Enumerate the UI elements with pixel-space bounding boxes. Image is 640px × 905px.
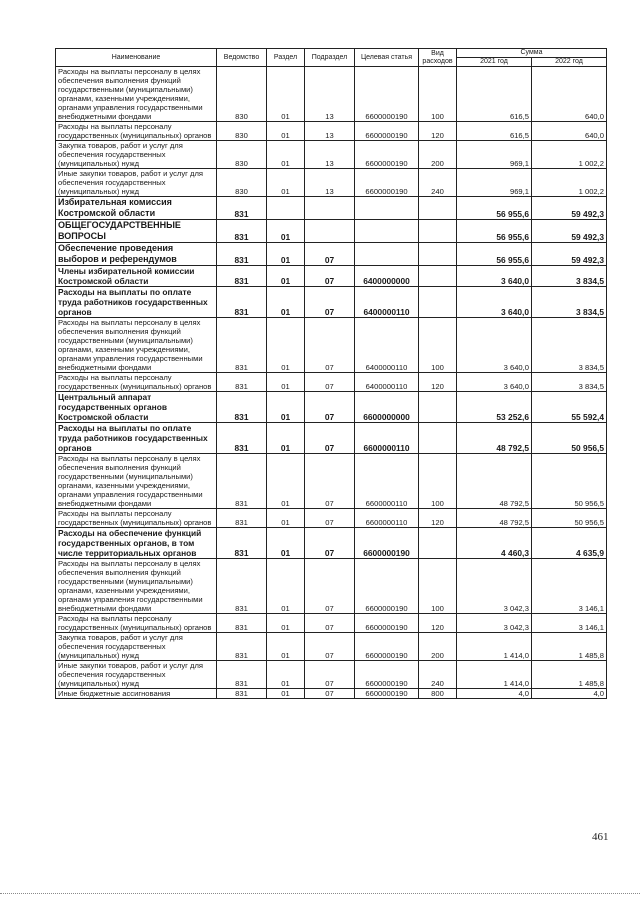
cell-target [355, 220, 419, 243]
cell-subsection: 13 [305, 169, 355, 197]
cell-2022: 1 002,2 [532, 141, 607, 169]
cell-kind: 120 [419, 509, 457, 528]
cell-dept: 831 [217, 661, 267, 689]
cell-subsection: 13 [305, 141, 355, 169]
cell-section: 01 [267, 266, 305, 287]
table-header [56, 49, 607, 67]
cell-section: 01 [267, 423, 305, 454]
cell-dept: 831 [217, 423, 267, 454]
cell-subsection [305, 220, 355, 243]
cell-kind: 100 [419, 318, 457, 373]
cell-2022: 1 002,2 [532, 169, 607, 197]
cell-section: 01 [267, 373, 305, 392]
table-row [56, 454, 607, 509]
cell-section: 01 [267, 689, 305, 699]
cell-subsection: 07 [305, 528, 355, 559]
cell-name: Расходы на выплаты персоналу государственных (муниципальных) органов [56, 373, 217, 392]
cell-section: 01 [267, 287, 305, 318]
cell-section: 01 [267, 169, 305, 197]
cell-name: Закупка товаров, работ и услуг для обеспечения государственных (муниципальных) нужд [56, 633, 217, 661]
cell-target: 6600000190 [355, 689, 419, 699]
header-subsection: Подраздел [305, 49, 355, 67]
cell-section [267, 197, 305, 220]
cell-subsection: 07 [305, 243, 355, 266]
table-row [56, 122, 607, 141]
cell-2022: 3 834,5 [532, 266, 607, 287]
cell-target [355, 197, 419, 220]
cell-dept: 831 [217, 318, 267, 373]
cell-target: 6600000110 [355, 454, 419, 509]
cell-name: Расходы на выплаты персоналу государственных (муниципальных) органов [56, 509, 217, 528]
scan-edge-line [0, 893, 640, 894]
table-row [56, 67, 607, 122]
cell-target: 6600000190 [355, 122, 419, 141]
cell-2022: 59 492,3 [532, 243, 607, 266]
cell-dept: 831 [217, 266, 267, 287]
cell-section: 01 [267, 454, 305, 509]
cell-2021: 616,5 [457, 67, 532, 122]
header-target: Целевая статья [355, 49, 419, 67]
cell-name: Расходы на выплаты персоналу в целях обеспечения выполнения функций государственными (муниципальными) органами, казенными учреждениями, органами управления государственными внебюджетными фондами [56, 454, 217, 509]
cell-subsection: 07 [305, 373, 355, 392]
header-kind: Вид расходов [419, 49, 457, 67]
cell-name: Расходы на выплаты персоналу в целях обеспечения выполнения функций государственными (муниципальными) органами, казенными учреждениями, органами управления государственными внебюджетными фондами [56, 67, 217, 122]
cell-name: Иные закупки товаров, работ и услуг для обеспечения государственных (муниципальных) нужд [56, 661, 217, 689]
cell-target: 6400000110 [355, 318, 419, 373]
cell-2021: 3 640,0 [457, 318, 532, 373]
table-row [56, 197, 607, 220]
table-row [56, 689, 607, 699]
cell-section: 01 [267, 528, 305, 559]
cell-name: Расходы на выплаты по оплате труда работников государственных органов [56, 287, 217, 318]
cell-subsection: 07 [305, 266, 355, 287]
cell-section: 01 [267, 614, 305, 633]
table-row [56, 661, 607, 689]
table-row [56, 220, 607, 243]
cell-2021: 3 640,0 [457, 287, 532, 318]
cell-name: Члены избирательной комиссии Костромской области [56, 266, 217, 287]
cell-section: 01 [267, 509, 305, 528]
cell-2022: 3 834,5 [532, 373, 607, 392]
cell-kind: 100 [419, 559, 457, 614]
cell-dept: 831 [217, 559, 267, 614]
cell-section: 01 [267, 633, 305, 661]
cell-2021: 616,5 [457, 122, 532, 141]
cell-target: 6600000110 [355, 423, 419, 454]
header-2022: 2022 год [532, 58, 607, 67]
cell-dept: 831 [217, 287, 267, 318]
cell-subsection: 07 [305, 509, 355, 528]
cell-target: 6400000110 [355, 373, 419, 392]
cell-name: Иные бюджетные ассигнования [56, 689, 217, 699]
cell-2021: 48 792,5 [457, 423, 532, 454]
table-row [56, 528, 607, 559]
cell-2022: 3 834,5 [532, 287, 607, 318]
cell-name: Расходы на выплаты персоналу в целях обеспечения выполнения функций государственными (муниципальными) органами, казенными учреждениями, органами управления государственными внебюджетными фондами [56, 559, 217, 614]
cell-name: Избирательная комиссия Костромской области [56, 197, 217, 220]
cell-subsection: 07 [305, 454, 355, 509]
table-body [56, 67, 607, 699]
cell-subsection: 07 [305, 689, 355, 699]
cell-kind [419, 528, 457, 559]
cell-subsection: 07 [305, 614, 355, 633]
table-row [56, 243, 607, 266]
cell-2022: 1 485,8 [532, 633, 607, 661]
cell-dept: 830 [217, 67, 267, 122]
cell-2021: 3 042,3 [457, 559, 532, 614]
cell-kind [419, 392, 457, 423]
cell-target: 6600000190 [355, 661, 419, 689]
cell-subsection: 07 [305, 318, 355, 373]
cell-target [355, 243, 419, 266]
page-number: 461 [592, 831, 609, 843]
cell-kind [419, 243, 457, 266]
cell-target: 6400000110 [355, 287, 419, 318]
cell-2021: 48 792,5 [457, 509, 532, 528]
cell-name: Обеспечение проведения выборов и референдумов [56, 243, 217, 266]
cell-2021: 3 640,0 [457, 266, 532, 287]
cell-2022: 59 492,3 [532, 220, 607, 243]
cell-kind [419, 423, 457, 454]
cell-dept: 830 [217, 169, 267, 197]
cell-dept: 831 [217, 243, 267, 266]
cell-name: Расходы на выплаты персоналу государственных (муниципальных) органов [56, 122, 217, 141]
cell-2021: 4 460,3 [457, 528, 532, 559]
cell-kind [419, 287, 457, 318]
table-row [56, 141, 607, 169]
cell-kind: 100 [419, 67, 457, 122]
cell-dept: 831 [217, 528, 267, 559]
cell-2021: 48 792,5 [457, 454, 532, 509]
cell-dept: 831 [217, 392, 267, 423]
cell-section: 01 [267, 392, 305, 423]
cell-kind: 200 [419, 633, 457, 661]
cell-2021: 56 955,6 [457, 220, 532, 243]
cell-2022: 50 956,5 [532, 423, 607, 454]
cell-subsection: 07 [305, 392, 355, 423]
cell-kind [419, 220, 457, 243]
cell-target: 6600000110 [355, 509, 419, 528]
budget-table [55, 48, 607, 699]
cell-subsection: 07 [305, 423, 355, 454]
cell-kind: 800 [419, 689, 457, 699]
cell-subsection [305, 197, 355, 220]
cell-2021: 56 955,6 [457, 243, 532, 266]
cell-name: Расходы на выплаты персоналу государственных (муниципальных) органов [56, 614, 217, 633]
table-row [56, 266, 607, 287]
cell-target: 6600000190 [355, 141, 419, 169]
cell-2022: 640,0 [532, 122, 607, 141]
cell-target: 6400000000 [355, 266, 419, 287]
header-section: Раздел [267, 49, 305, 67]
cell-dept: 831 [217, 454, 267, 509]
cell-dept: 830 [217, 122, 267, 141]
table-row [56, 633, 607, 661]
cell-name: Расходы на выплаты по оплате труда работников государственных органов [56, 423, 217, 454]
cell-section: 01 [267, 318, 305, 373]
cell-section: 01 [267, 122, 305, 141]
cell-2021: 53 252,6 [457, 392, 532, 423]
table-row [56, 318, 607, 373]
cell-kind: 120 [419, 614, 457, 633]
table-row [56, 392, 607, 423]
cell-section: 01 [267, 661, 305, 689]
cell-2022: 50 956,5 [532, 454, 607, 509]
cell-target: 6600000190 [355, 169, 419, 197]
cell-target: 6600000190 [355, 528, 419, 559]
document-page [55, 48, 606, 699]
cell-target: 6600000190 [355, 614, 419, 633]
cell-name: ОБЩЕГОСУДАРСТВЕННЫЕ ВОПРОСЫ [56, 220, 217, 243]
cell-subsection: 13 [305, 122, 355, 141]
cell-kind: 240 [419, 169, 457, 197]
table-row [56, 287, 607, 318]
cell-2022: 50 956,5 [532, 509, 607, 528]
cell-kind: 120 [419, 373, 457, 392]
cell-dept: 830 [217, 141, 267, 169]
table-row [56, 509, 607, 528]
cell-subsection: 07 [305, 633, 355, 661]
cell-name: Иные закупки товаров, работ и услуг для обеспечения государственных (муниципальных) нужд [56, 169, 217, 197]
cell-section: 01 [267, 559, 305, 614]
cell-2021: 1 414,0 [457, 661, 532, 689]
cell-2021: 4,0 [457, 689, 532, 699]
table-row [56, 169, 607, 197]
cell-subsection: 07 [305, 287, 355, 318]
cell-2021: 56 955,6 [457, 197, 532, 220]
cell-2022: 640,0 [532, 67, 607, 122]
cell-target: 6600000190 [355, 559, 419, 614]
cell-kind [419, 266, 457, 287]
cell-dept: 831 [217, 373, 267, 392]
cell-target: 6600000190 [355, 67, 419, 122]
cell-dept: 831 [217, 509, 267, 528]
header-sum: Сумма [457, 49, 607, 58]
table-row [56, 559, 607, 614]
cell-target: 6600000000 [355, 392, 419, 423]
table-row [56, 373, 607, 392]
header-dept: Ведомство [217, 49, 267, 67]
cell-2022: 1 485,8 [532, 661, 607, 689]
cell-2022: 4 635,9 [532, 528, 607, 559]
cell-subsection: 13 [305, 67, 355, 122]
cell-subsection: 07 [305, 661, 355, 689]
cell-dept: 831 [217, 197, 267, 220]
cell-kind: 240 [419, 661, 457, 689]
cell-2022: 59 492,3 [532, 197, 607, 220]
cell-section: 01 [267, 67, 305, 122]
cell-2022: 3 146,1 [532, 559, 607, 614]
cell-kind: 200 [419, 141, 457, 169]
table-row [56, 614, 607, 633]
cell-kind: 100 [419, 454, 457, 509]
cell-section: 01 [267, 243, 305, 266]
table-row [56, 423, 607, 454]
cell-2021: 969,1 [457, 169, 532, 197]
header-name: Наименование [56, 49, 217, 67]
cell-2021: 1 414,0 [457, 633, 532, 661]
cell-2021: 3 640,0 [457, 373, 532, 392]
cell-2021: 3 042,3 [457, 614, 532, 633]
cell-kind: 120 [419, 122, 457, 141]
cell-target: 6600000190 [355, 633, 419, 661]
header-2021: 2021 год [457, 58, 532, 67]
cell-dept: 831 [217, 220, 267, 243]
cell-2022: 3 146,1 [532, 614, 607, 633]
cell-name: Расходы на обеспечение функций государственных органов, в том числе территориальных органов [56, 528, 217, 559]
cell-name: Закупка товаров, работ и услуг для обеспечения государственных (муниципальных) нужд [56, 141, 217, 169]
cell-section: 01 [267, 220, 305, 243]
cell-dept: 831 [217, 689, 267, 699]
cell-name: Центральный аппарат государственных органов Костромской области [56, 392, 217, 423]
cell-2021: 969,1 [457, 141, 532, 169]
cell-dept: 831 [217, 614, 267, 633]
cell-subsection: 07 [305, 559, 355, 614]
cell-name: Расходы на выплаты персоналу в целях обеспечения выполнения функций государственными (муниципальными) органами, казенными учреждениями, органами управления государственными внебюджетными фондами [56, 318, 217, 373]
cell-kind [419, 197, 457, 220]
cell-dept: 831 [217, 633, 267, 661]
cell-2022: 3 834,5 [532, 318, 607, 373]
cell-2022: 55 592,4 [532, 392, 607, 423]
cell-section: 01 [267, 141, 305, 169]
cell-2022: 4,0 [532, 689, 607, 699]
